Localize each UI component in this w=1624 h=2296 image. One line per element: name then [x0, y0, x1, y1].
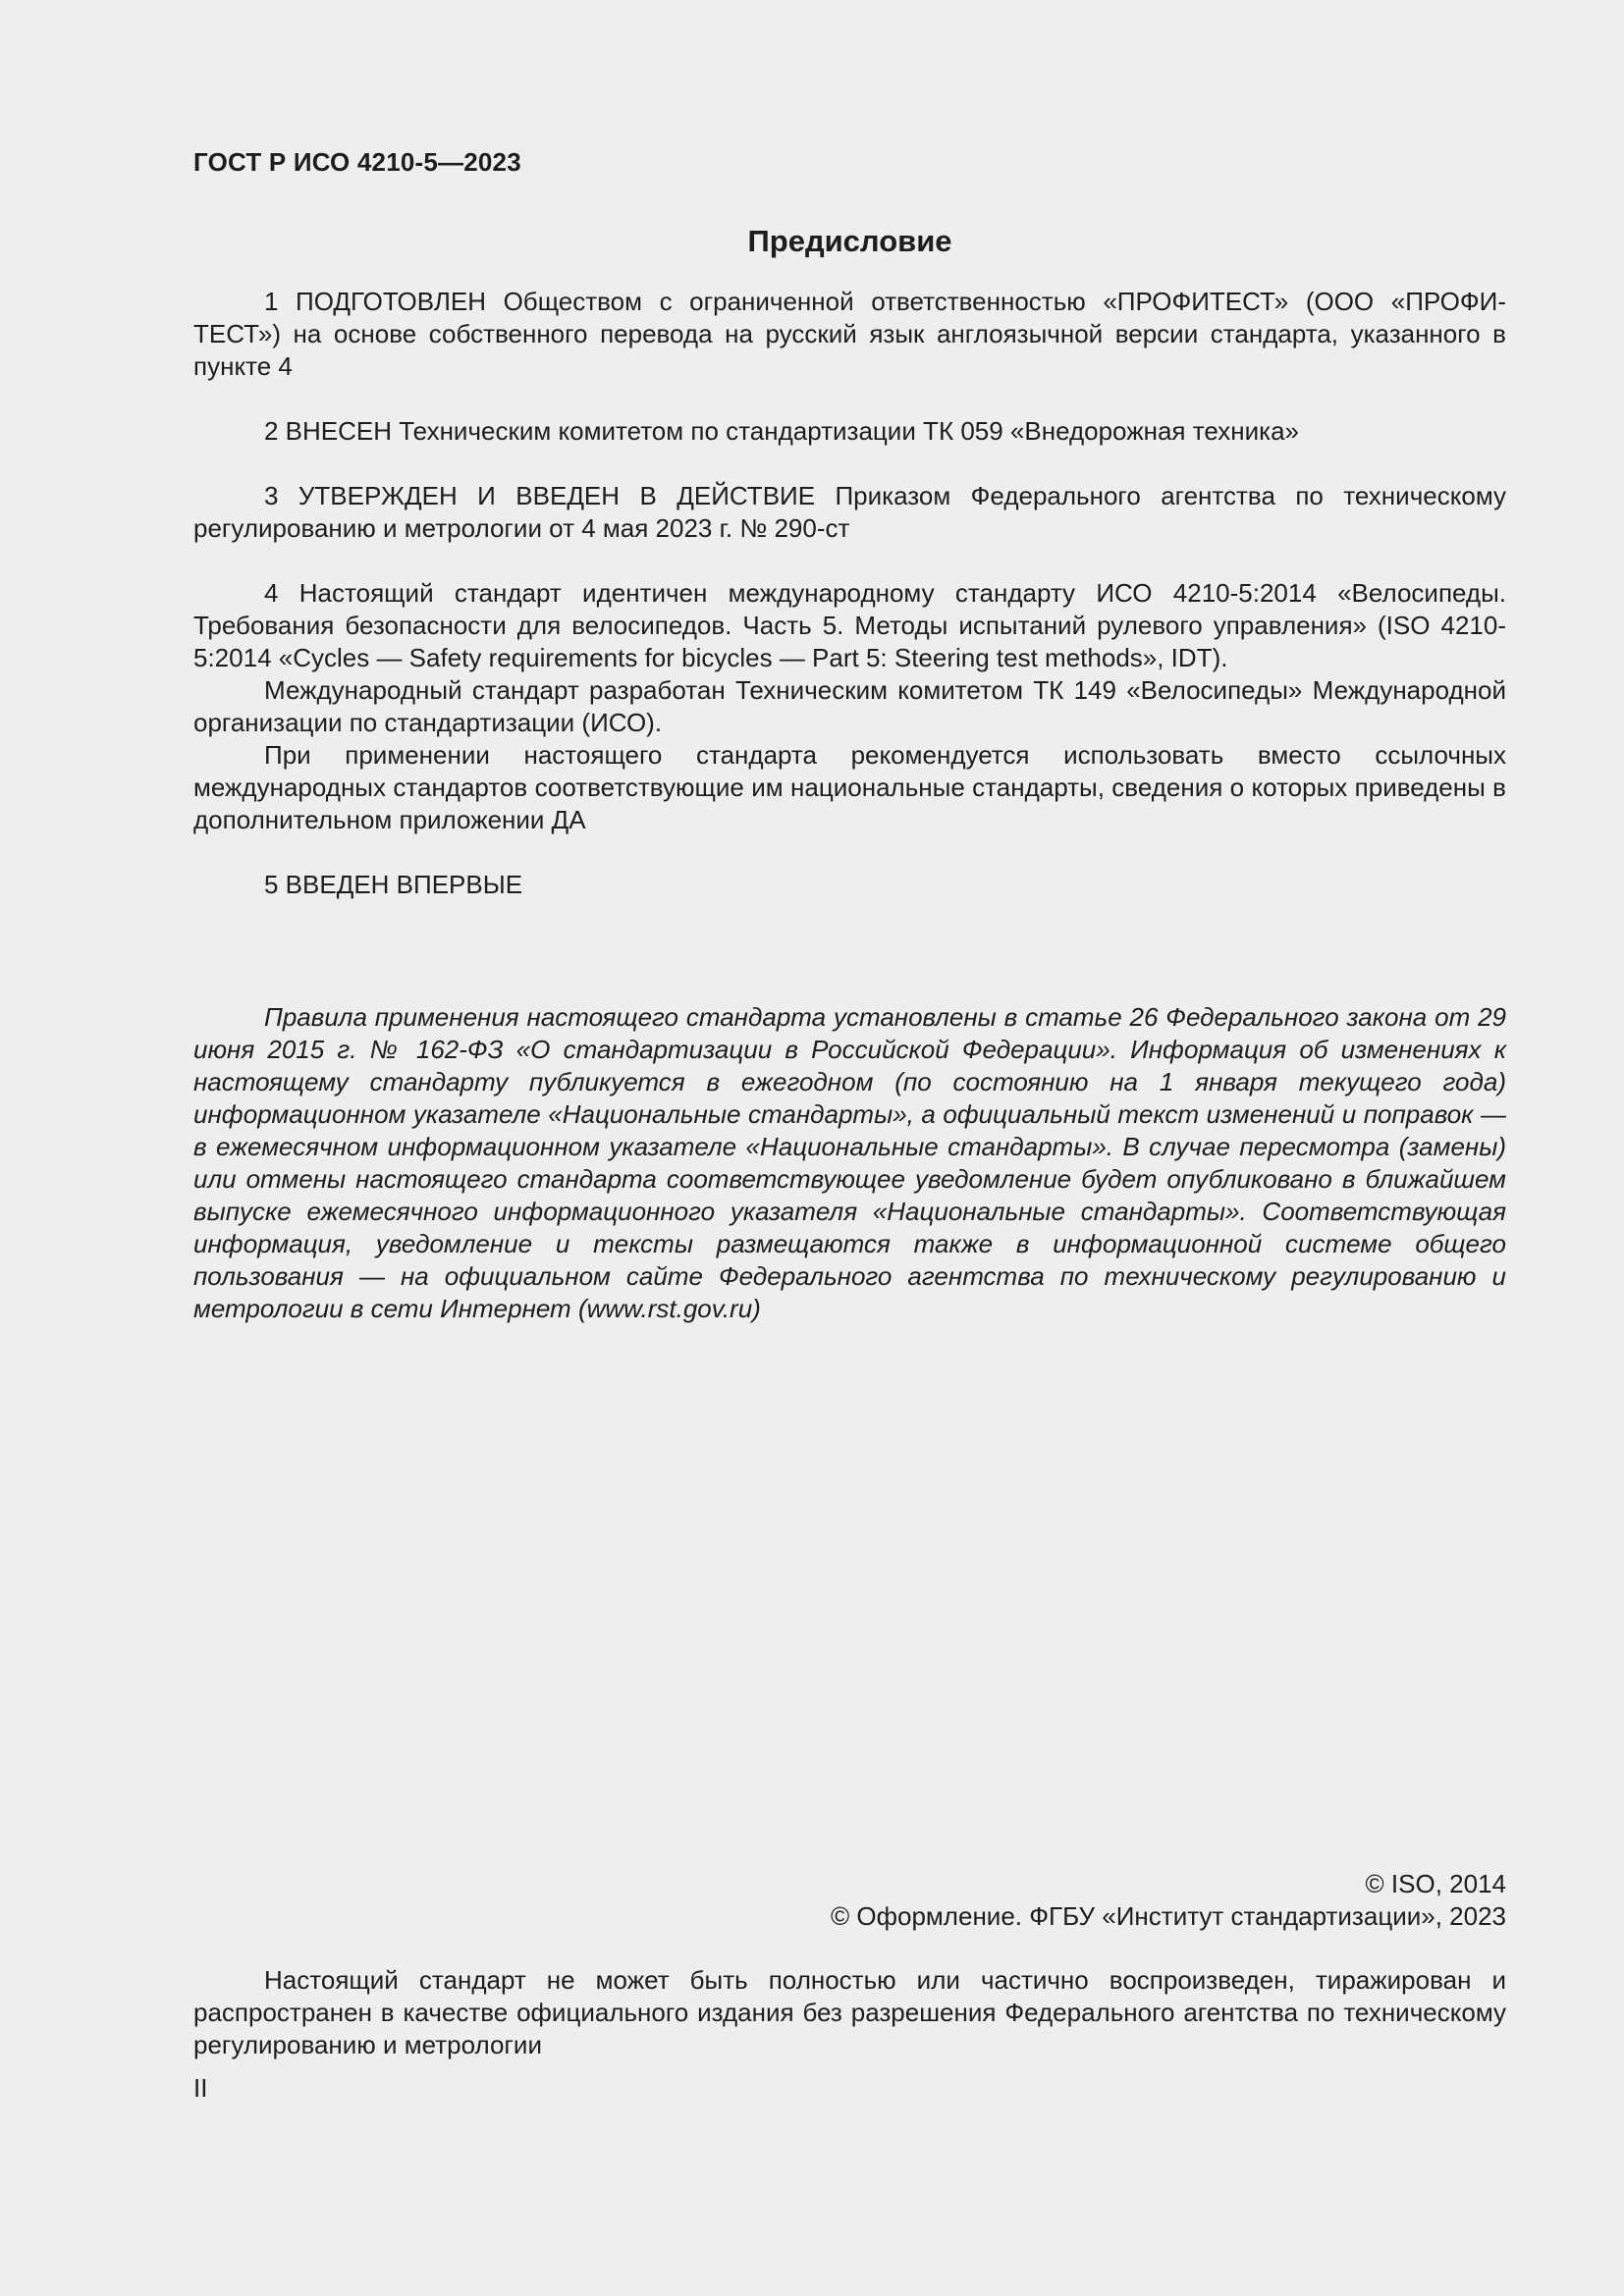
- foreword-item-5: 5 ВВЕДЕН ВПЕРВЫЕ: [264, 870, 523, 899]
- application-rules-text: Правила применения настоящего стандарта установлены в статье 26 Федерального закона от 29 июня 2015 г. № 162-ФЗ «О стандартизации в Российской Федерации». Информация об изменениях к настоящему стандарту публикуется в ежегодном (по состоянию на 1 января текущего года) информационном указателе «Национальные стандарты», а официальный текст изменений и поправок — в ежемесячном информационном указателе «Национальные стандарты». В случае пересмотра (замены) или отмены настоящего стандарта соответствующее уведомление будет опубликовано в ближайшем выпуске ежемесячного информационного указателя «Национальные стандарты». Соответствующая информация, уведомление и тексты размещаются также в информационной системе общего пользования — на официальном сайте Федерального агентства по техническому регулированию и метрологии в сети Интернет (www.rst.gov.ru): [193, 1002, 1506, 1323]
- reproduction-notice: [193, 1964, 1506, 2061]
- copyright-block: [193, 1868, 1506, 1933]
- page-number: II: [193, 2073, 208, 2103]
- foreword-item-4: 4 Настоящий стандарт идентичен международному стандарту ИСО 4210-5:2014 «Велосипеды. Требования безопасности для велосипедов. Часть 5. Методы испытаний рулевого управления» (ISO 4210-5:2014 «Cycles — Safety requirements for bicycles — Part 5: Steering test methods», IDT).: [193, 578, 1506, 672]
- page-title: Предисловие: [747, 224, 952, 258]
- document-code: ГОСТ Р ИСО 4210-5—2023: [193, 147, 521, 177]
- foreword-item-4-national-standards: При применении настоящего стандарта рекомендуется использовать вместо ссылочных международных стандартов соответствующие им национальные стандарты, сведения о которых приведены в дополнительном приложении ДА: [193, 740, 1506, 834]
- foreword-items: [193, 286, 1506, 901]
- reproduction-notice-text: Настоящий стандарт не может быть полностью или частично воспроизведен, тиражирован и распространен в качестве официального издания без разрешения Федерального агентства по техническому регулированию и метрологии: [193, 1965, 1506, 2059]
- foreword-item-4-iso-developer: Международный стандарт разработан Техническим комитетом ТК 149 «Велосипеды» Международной организации по стандартизации (ИСО).: [193, 675, 1506, 737]
- foreword-item-2: 2 ВНЕСЕН Техническим комитетом по стандартизации ТК 059 «Внедорожная техника»: [264, 416, 1299, 446]
- design-copyright: © Оформление. ФГБУ «Институт стандартизации», 2023: [831, 1901, 1506, 1931]
- iso-copyright: © ISO, 2014: [1365, 1869, 1506, 1898]
- foreword-item-3: 3 УТВЕРЖДЕН И ВВЕДЕН В ДЕЙСТВИЕ Приказом Федерального агентства по техническому регулированию и метрологии от 4 мая 2023 г. № 290-ст: [193, 481, 1506, 543]
- application-rules-note: [193, 1001, 1506, 1325]
- foreword-item-1: 1 ПОДГОТОВЛЕН Обществом с ограниченной ответственностью «ПРОФИТЕСТ» (ООО «ПРОФИ-ТЕСТ») на основе собственного перевода на русский язык англоязычной версии стандарта, указанного в пункте 4: [193, 287, 1506, 381]
